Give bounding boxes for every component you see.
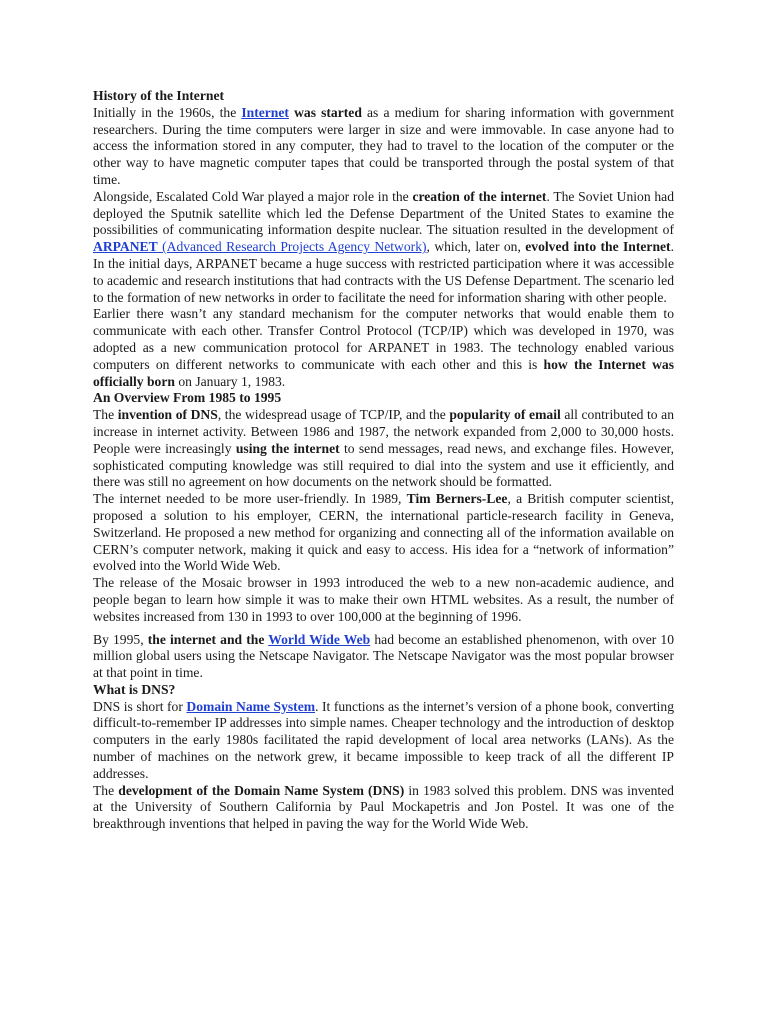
link-text: World Wide Web [268, 631, 371, 647]
text: , the widespread usage of TCP/IP, and the [217, 407, 450, 423]
link-text: Internet [241, 104, 289, 120]
text: By 1995, [93, 631, 148, 647]
bold-text: evolved into the Internet [525, 239, 671, 255]
paragraph-dns-email [93, 407, 674, 491]
text: Initially in the 1960s, the [93, 104, 242, 120]
text: . In the initial days, ARPANET became a huge success with restricted participation where it was accessible to academic and research institutions that had contracts with the US Defense Department. The scenario led to the formation of new networks in order to facilitate the need for information sharing with other people. [93, 239, 674, 305]
text: . The Soviet Union had deployed the Sputnik satellite which led the Defense Department of the United States to examine the possibilities of communicating information despite nuclear. The situation resulted in the development of [93, 188, 674, 238]
bold-text: creation of the internet [412, 188, 547, 204]
section-heading-dns: What is DNS? [93, 681, 176, 697]
paragraph-berners-lee [93, 491, 674, 575]
paragraph-mosaic: The release of the Mosaic browser in 1993 introduced the web to a new non-academic audience, and people began to learn how simple it was to make their own HTML websites. As a result, the number of websites increased from 130 in 1993 to over 100,000 at the beginning of 1996. [93, 575, 674, 624]
text: all contributed to an increase in internet activity. Between 1986 and 1987, the network expanded from 2,000 to 30,000 hosts. People were increasingly [93, 407, 674, 456]
text: to send messages, read news, and exchange files. However, sophisticated computing knowledge was still required to dial into the system and use it efficiently, and there was still no agreement on how documents on the network should be formatted. [93, 440, 674, 490]
bold-text: Tim Berners-Lee [406, 491, 508, 507]
paragraph-dns-definition [93, 699, 674, 783]
arpanet-link[interactable] [93, 239, 427, 254]
bold-text: invention of DNS [117, 407, 218, 423]
paragraph-cold-war [93, 189, 674, 307]
bold-text: how the Internet was officially born [93, 356, 674, 389]
text: as a medium for sharing information with government researchers. During the time computers were larger in size and were immovable. In case anyone had to access the information stored in any computer, they had to travel to the location of the computer or the other way to have magnetic computer tapes that could be transported through the postal system of that time. [93, 104, 674, 187]
text: . It functions as the internet’s version of a phone book, converting difficult-to-remember IP addresses into simple names. Cheaper technology and the introduction of desktop computers in the early 1980s facilitated the rapid development of local area networks (LANs). As the number of machines on the network grew, it became impossible to keep track of all the different IP addresses. [93, 698, 674, 781]
text: The internet needed to be more user-friendly. In 1989, [93, 491, 407, 507]
bold-text: was started [294, 104, 362, 120]
text: Earlier there wasn’t any standard mechanism for the computer networks that would enable them to communicate with each other. Transfer Control Protocol (TCP/IP) which was developed in 1970, was adopted as a new communication protocol for ARPANET in 1983. The technology enabled various computers on different networks to communicate with each other and this is [93, 306, 674, 372]
link-text: (Advanced Research Projects Agency Network) [157, 239, 427, 255]
paragraph-tcp-ip [93, 306, 674, 390]
text: Alongside, Escalated Cold War played a major role in the [93, 188, 413, 204]
internet-link[interactable] [241, 105, 289, 120]
bold-text: development of the Domain Name System (DNS) [118, 782, 405, 798]
bold-text: popularity of email [449, 407, 561, 423]
title-heading: History of the Internet [93, 88, 224, 103]
text: had become an established phenomenon, with over 10 million global users using the Netscape Navigator. The Netscape Navigator was the most popular browser at that point in time. [93, 631, 674, 681]
text: The [93, 407, 118, 423]
paragraph-origins [93, 105, 674, 189]
text: on January 1, 1983. [174, 373, 286, 389]
link-text: Domain Name System [186, 698, 316, 714]
text: in 1983 solved this problem. DNS was invented at the University of Southern California by Paul Mockapetris and Jon Postel. It was one of the breakthrough inventions that helped in paving the way for the World Wide Web. [93, 782, 674, 832]
text: DNS is short for [93, 698, 187, 714]
text: , a British computer scientist, proposed a solution to his employer, CERN, the international particle-research facility in Geneva, Switzerland. He proposed a new method for organizing and connecting all of the information available on CERN’s computer network, making it quick and easy to access. His idea for a “network of information” evolved into the World Wide Web. [93, 491, 674, 574]
section-heading-overview: An Overview From 1985 to 1995 [93, 390, 282, 406]
paragraph-dns-development [93, 783, 674, 833]
text: , which, later on, [426, 239, 526, 255]
text: The [93, 782, 119, 798]
world-wide-web-link[interactable] [268, 632, 370, 647]
paragraph-1995 [93, 632, 674, 682]
bold-text: the internet and the [147, 631, 269, 647]
link-text: ARPANET [93, 239, 158, 255]
domain-name-system-link[interactable] [186, 699, 315, 714]
bold-text: using the internet [235, 440, 340, 456]
